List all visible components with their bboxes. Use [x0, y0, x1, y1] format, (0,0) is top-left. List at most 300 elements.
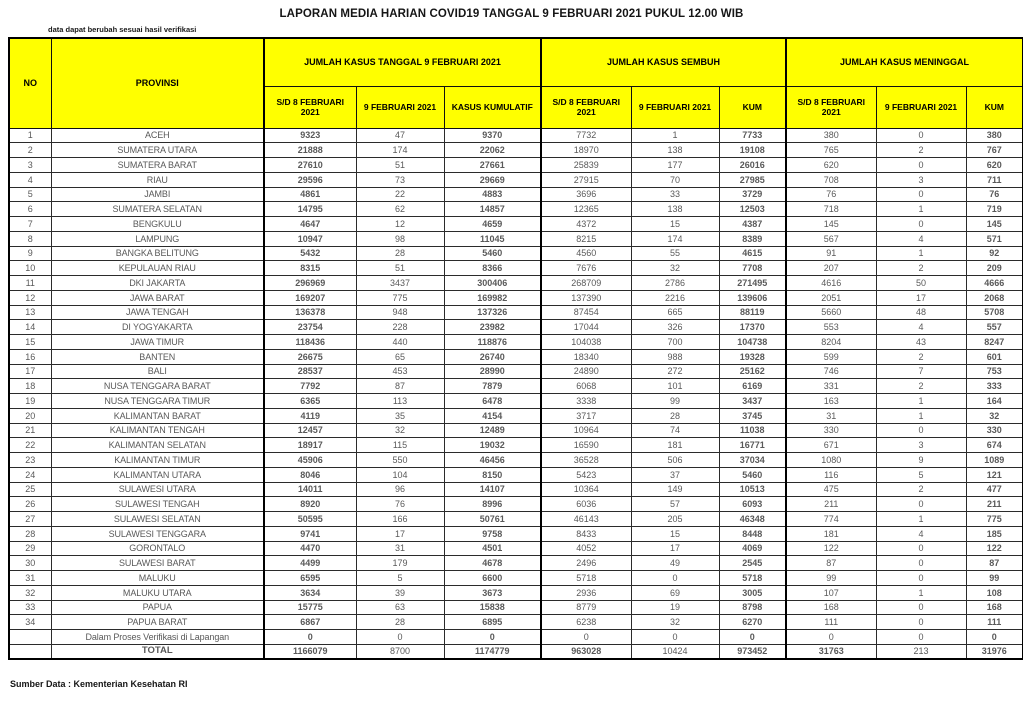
value-cell: 181 [631, 438, 719, 453]
value-cell: 121 [966, 467, 1023, 482]
value-cell: 137390 [541, 290, 631, 305]
subheader-meninggal-sd8: S/D 8 FEBRUARI 2021 [786, 86, 876, 128]
value-cell: 28 [356, 246, 444, 261]
value-cell: 98 [356, 231, 444, 246]
value-cell: 149 [631, 482, 719, 497]
value-cell: 87 [966, 556, 1023, 571]
province-cell: KALIMANTAN BARAT [51, 408, 264, 423]
value-cell: 15 [631, 217, 719, 232]
value-cell: 8779 [541, 600, 631, 615]
value-cell: 746 [786, 364, 876, 379]
province-cell: NUSA TENGGARA BARAT [51, 379, 264, 394]
no-cell: 27 [9, 512, 51, 527]
value-cell: 28990 [444, 364, 541, 379]
no-cell [9, 644, 51, 659]
province-row [9, 379, 1023, 394]
value-cell: 31 [356, 541, 444, 556]
province-row [9, 231, 1023, 246]
subheader-meninggal-9feb: 9 FEBRUARI 2021 [876, 86, 966, 128]
value-cell: 31763 [786, 644, 876, 659]
value-cell: 69 [631, 585, 719, 600]
province-row [9, 364, 1023, 379]
value-cell: 8315 [264, 261, 356, 276]
province-cell: KALIMANTAN UTARA [51, 467, 264, 482]
value-cell: 775 [966, 512, 1023, 527]
value-cell: 24890 [541, 364, 631, 379]
value-cell: 6895 [444, 615, 541, 630]
value-cell: 1166079 [264, 644, 356, 659]
value-cell: 31 [786, 408, 876, 423]
value-cell: 29669 [444, 172, 541, 187]
value-cell: 3437 [719, 394, 786, 409]
value-cell: 3673 [444, 585, 541, 600]
value-cell: 5660 [786, 305, 876, 320]
province-row [9, 438, 1023, 453]
value-cell: 174 [631, 231, 719, 246]
value-cell: 0 [876, 128, 966, 143]
province-row [9, 246, 1023, 261]
value-cell: 23754 [264, 320, 356, 335]
no-cell: 22 [9, 438, 51, 453]
value-cell: 0 [786, 630, 876, 645]
province-cell: BANTEN [51, 349, 264, 364]
value-cell: 211 [966, 497, 1023, 512]
province-row [9, 202, 1023, 217]
value-cell: 5 [356, 571, 444, 586]
value-cell: 33 [631, 187, 719, 202]
province-row [9, 290, 1023, 305]
value-cell: 5 [876, 467, 966, 482]
province-row [9, 497, 1023, 512]
value-cell: 765 [786, 143, 876, 158]
value-cell: 6867 [264, 615, 356, 630]
value-cell: 17 [876, 290, 966, 305]
value-cell: 96 [356, 482, 444, 497]
value-cell: 3745 [719, 408, 786, 423]
value-cell: 87 [356, 379, 444, 394]
value-cell: 0 [444, 630, 541, 645]
value-cell: 4659 [444, 217, 541, 232]
province-row [9, 482, 1023, 497]
value-cell: 767 [966, 143, 1023, 158]
table-header [9, 38, 1023, 128]
province-row [9, 615, 1023, 630]
value-cell: 380 [786, 128, 876, 143]
value-cell: 7733 [719, 128, 786, 143]
province-cell: MALUKU [51, 571, 264, 586]
no-cell: 17 [9, 364, 51, 379]
value-cell: 3634 [264, 585, 356, 600]
value-cell: 65 [356, 349, 444, 364]
value-cell: 4387 [719, 217, 786, 232]
value-cell: 601 [966, 349, 1023, 364]
no-cell: 34 [9, 615, 51, 630]
value-cell: 111 [966, 615, 1023, 630]
province-row [9, 541, 1023, 556]
value-cell: 477 [966, 482, 1023, 497]
value-cell: 9 [876, 453, 966, 468]
value-cell: 11038 [719, 423, 786, 438]
province-row [9, 305, 1023, 320]
value-cell: 300406 [444, 276, 541, 291]
value-cell: 4069 [719, 541, 786, 556]
value-cell: 7732 [541, 128, 631, 143]
value-cell: 0 [876, 497, 966, 512]
value-cell: 32 [966, 408, 1023, 423]
value-cell: 6238 [541, 615, 631, 630]
value-cell: 32 [631, 615, 719, 630]
province-row [9, 453, 1023, 468]
value-cell: 2051 [786, 290, 876, 305]
value-cell: 6169 [719, 379, 786, 394]
value-cell: 4052 [541, 541, 631, 556]
value-cell: 23982 [444, 320, 541, 335]
value-cell: 49 [631, 556, 719, 571]
no-cell: 5 [9, 187, 51, 202]
value-cell: 665 [631, 305, 719, 320]
value-cell: 177 [631, 158, 719, 173]
value-cell: 19 [631, 600, 719, 615]
value-cell: 164 [966, 394, 1023, 409]
value-cell: 4119 [264, 408, 356, 423]
value-cell: 209 [966, 261, 1023, 276]
no-cell: 21 [9, 423, 51, 438]
value-cell: 57 [631, 497, 719, 512]
value-cell: 111 [786, 615, 876, 630]
no-cell: 10 [9, 261, 51, 276]
value-cell: 9741 [264, 526, 356, 541]
province-row [9, 394, 1023, 409]
value-cell: 268709 [541, 276, 631, 291]
value-cell: 380 [966, 128, 1023, 143]
value-cell: 948 [356, 305, 444, 320]
value-cell: 46143 [541, 512, 631, 527]
value-cell: 118436 [264, 335, 356, 350]
value-cell: 163 [786, 394, 876, 409]
value-cell: 139606 [719, 290, 786, 305]
value-cell: 26675 [264, 349, 356, 364]
value-cell: 174 [356, 143, 444, 158]
value-cell: 1 [876, 408, 966, 423]
value-cell: 0 [876, 423, 966, 438]
value-cell: 76 [356, 497, 444, 512]
value-cell: 168 [966, 600, 1023, 615]
no-cell: 3 [9, 158, 51, 173]
province-cell: SUMATERA SELATAN [51, 202, 264, 217]
subheader-kasus-sd8: S/D 8 FEBRUARI 2021 [264, 86, 356, 128]
value-cell: 18340 [541, 349, 631, 364]
value-cell: 15 [631, 526, 719, 541]
value-cell: 73 [356, 172, 444, 187]
value-cell: 25839 [541, 158, 631, 173]
value-cell: 31976 [966, 644, 1023, 659]
value-cell: 32 [631, 261, 719, 276]
province-row [9, 526, 1023, 541]
value-cell: 14857 [444, 202, 541, 217]
value-cell: 0 [876, 217, 966, 232]
value-cell: 76 [786, 187, 876, 202]
value-cell: 6068 [541, 379, 631, 394]
value-cell: 0 [876, 615, 966, 630]
province-cell: SULAWESI BARAT [51, 556, 264, 571]
value-cell: 14011 [264, 482, 356, 497]
value-cell: 18970 [541, 143, 631, 158]
value-cell: 29596 [264, 172, 356, 187]
value-cell: 4560 [541, 246, 631, 261]
value-cell: 2 [876, 349, 966, 364]
value-cell: 0 [264, 630, 356, 645]
value-cell: 7879 [444, 379, 541, 394]
value-cell: 18917 [264, 438, 356, 453]
value-cell: 181 [786, 526, 876, 541]
value-cell: 9370 [444, 128, 541, 143]
col-header-provinsi: PROVINSI [51, 38, 264, 128]
province-row [9, 276, 1023, 291]
value-cell: 4678 [444, 556, 541, 571]
value-cell: 122 [786, 541, 876, 556]
value-cell: 326 [631, 320, 719, 335]
value-cell: 115 [356, 438, 444, 453]
province-row [9, 320, 1023, 335]
value-cell: 333 [966, 379, 1023, 394]
value-cell: 205 [631, 512, 719, 527]
no-cell: 30 [9, 556, 51, 571]
value-cell: 27661 [444, 158, 541, 173]
province-cell: SULAWESI TENGAH [51, 497, 264, 512]
value-cell: 26016 [719, 158, 786, 173]
value-cell: 599 [786, 349, 876, 364]
value-cell: 5460 [444, 246, 541, 261]
value-cell: 9758 [444, 526, 541, 541]
value-cell: 0 [631, 630, 719, 645]
value-cell: 101 [631, 379, 719, 394]
value-cell: 48 [876, 305, 966, 320]
province-row [9, 158, 1023, 173]
value-cell: 2216 [631, 290, 719, 305]
value-cell: 330 [786, 423, 876, 438]
value-cell: 4883 [444, 187, 541, 202]
value-cell: 104738 [719, 335, 786, 350]
value-cell: 2068 [966, 290, 1023, 305]
group-header-meninggal: JUMLAH KASUS MENINGGAL [786, 38, 1023, 86]
value-cell: 774 [786, 512, 876, 527]
province-row [9, 217, 1023, 232]
value-cell: 4 [876, 526, 966, 541]
value-cell: 138 [631, 143, 719, 158]
value-cell: 0 [876, 541, 966, 556]
value-cell: 88119 [719, 305, 786, 320]
value-cell: 1 [876, 394, 966, 409]
value-cell: 4 [876, 231, 966, 246]
value-cell: 99 [786, 571, 876, 586]
value-cell: 50761 [444, 512, 541, 527]
value-cell: 3696 [541, 187, 631, 202]
value-cell: 8920 [264, 497, 356, 512]
value-cell: 76 [966, 187, 1023, 202]
value-cell: 453 [356, 364, 444, 379]
value-cell: 145 [786, 217, 876, 232]
value-cell: 207 [786, 261, 876, 276]
subheader-meninggal-kum: KUM [966, 86, 1023, 128]
value-cell: 2496 [541, 556, 631, 571]
province-row [9, 128, 1023, 143]
value-cell: 1080 [786, 453, 876, 468]
value-cell: 331 [786, 379, 876, 394]
value-cell: 3717 [541, 408, 631, 423]
data-source: Sumber Data : Kementerian Kesehatan RI [10, 679, 188, 689]
province-cell: MALUKU UTARA [51, 585, 264, 600]
no-cell: 32 [9, 585, 51, 600]
subheader-sembuh-sd8: S/D 8 FEBRUARI 2021 [541, 86, 631, 128]
value-cell: 99 [966, 571, 1023, 586]
value-cell: 16590 [541, 438, 631, 453]
province-cell: NUSA TENGGARA TIMUR [51, 394, 264, 409]
no-cell: 15 [9, 335, 51, 350]
no-cell: 29 [9, 541, 51, 556]
value-cell: 108 [966, 585, 1023, 600]
no-cell: 25 [9, 482, 51, 497]
value-cell: 28537 [264, 364, 356, 379]
value-cell: 550 [356, 453, 444, 468]
subheader-kasus-kumulatif: KASUS KUMULATIF [444, 86, 541, 128]
province-cell: SULAWESI TENGGARA [51, 526, 264, 541]
no-cell: 14 [9, 320, 51, 335]
value-cell: 8700 [356, 644, 444, 659]
value-cell: 63 [356, 600, 444, 615]
no-cell: 23 [9, 453, 51, 468]
value-cell: 17 [356, 526, 444, 541]
value-cell: 674 [966, 438, 1023, 453]
value-cell: 46348 [719, 512, 786, 527]
value-cell: 506 [631, 453, 719, 468]
value-cell: 32 [356, 423, 444, 438]
value-cell: 8389 [719, 231, 786, 246]
covid-report-table [8, 37, 1023, 660]
value-cell: 0 [541, 630, 631, 645]
value-cell: 168 [786, 600, 876, 615]
value-cell: 107 [786, 585, 876, 600]
value-cell: 28 [356, 615, 444, 630]
value-cell: 211 [786, 497, 876, 512]
subheader-kasus-9feb: 9 FEBRUARI 2021 [356, 86, 444, 128]
value-cell: 571 [966, 231, 1023, 246]
value-cell: 718 [786, 202, 876, 217]
value-cell: 47 [356, 128, 444, 143]
value-cell: 17 [631, 541, 719, 556]
value-cell: 7 [876, 364, 966, 379]
no-cell: 8 [9, 231, 51, 246]
value-cell: 5708 [966, 305, 1023, 320]
value-cell: 4154 [444, 408, 541, 423]
value-cell: 6365 [264, 394, 356, 409]
province-row [9, 556, 1023, 571]
value-cell: 272 [631, 364, 719, 379]
value-cell: 0 [876, 158, 966, 173]
value-cell: 4372 [541, 217, 631, 232]
province-row [9, 600, 1023, 615]
subheader-sembuh-9feb: 9 FEBRUARI 2021 [631, 86, 719, 128]
value-cell: 6478 [444, 394, 541, 409]
province-cell: TOTAL [51, 644, 264, 659]
value-cell: 136378 [264, 305, 356, 320]
value-cell: 8046 [264, 467, 356, 482]
value-cell: 775 [356, 290, 444, 305]
province-row [9, 571, 1023, 586]
value-cell: 22 [356, 187, 444, 202]
value-cell: 8247 [966, 335, 1023, 350]
value-cell: 4861 [264, 187, 356, 202]
province-cell: LAMPUNG [51, 231, 264, 246]
value-cell: 46456 [444, 453, 541, 468]
no-cell: 4 [9, 172, 51, 187]
province-cell: KALIMANTAN SELATAN [51, 438, 264, 453]
value-cell: 118876 [444, 335, 541, 350]
province-row [9, 408, 1023, 423]
value-cell: 620 [786, 158, 876, 173]
value-cell: 3729 [719, 187, 786, 202]
value-cell: 557 [966, 320, 1023, 335]
value-cell: 3 [876, 438, 966, 453]
value-cell: 4666 [966, 276, 1023, 291]
value-cell: 17370 [719, 320, 786, 335]
value-cell: 99 [631, 394, 719, 409]
province-cell: ACEH [51, 128, 264, 143]
no-cell: 20 [9, 408, 51, 423]
value-cell: 19032 [444, 438, 541, 453]
header-group-row [9, 38, 1023, 86]
value-cell: 2 [876, 261, 966, 276]
value-cell: 1 [876, 512, 966, 527]
value-cell: 1089 [966, 453, 1023, 468]
value-cell: 620 [966, 158, 1023, 173]
province-cell: SUMATERA BARAT [51, 158, 264, 173]
value-cell: 988 [631, 349, 719, 364]
value-cell: 3338 [541, 394, 631, 409]
subheader-sembuh-kum: KUM [719, 86, 786, 128]
value-cell: 4647 [264, 217, 356, 232]
value-cell: 116 [786, 467, 876, 482]
value-cell: 36528 [541, 453, 631, 468]
value-cell: 553 [786, 320, 876, 335]
value-cell: 10424 [631, 644, 719, 659]
value-cell: 973452 [719, 644, 786, 659]
province-cell: KALIMANTAN TIMUR [51, 453, 264, 468]
no-cell: 7 [9, 217, 51, 232]
value-cell: 12489 [444, 423, 541, 438]
province-row [9, 467, 1023, 482]
value-cell: 10364 [541, 482, 631, 497]
value-cell: 70 [631, 172, 719, 187]
value-cell: 6595 [264, 571, 356, 586]
no-cell: 26 [9, 497, 51, 512]
value-cell: 138 [631, 202, 719, 217]
province-cell: BALI [51, 364, 264, 379]
province-row [9, 512, 1023, 527]
province-row [9, 172, 1023, 187]
group-header-sembuh: JUMLAH KASUS SEMBUH [541, 38, 786, 86]
value-cell: 5423 [541, 467, 631, 482]
value-cell: 4499 [264, 556, 356, 571]
value-cell: 6600 [444, 571, 541, 586]
value-cell: 8433 [541, 526, 631, 541]
value-cell: 753 [966, 364, 1023, 379]
value-cell: 719 [966, 202, 1023, 217]
no-cell: 31 [9, 571, 51, 586]
value-cell: 74 [631, 423, 719, 438]
value-cell: 35 [356, 408, 444, 423]
province-cell: JAMBI [51, 187, 264, 202]
value-cell: 2 [876, 482, 966, 497]
